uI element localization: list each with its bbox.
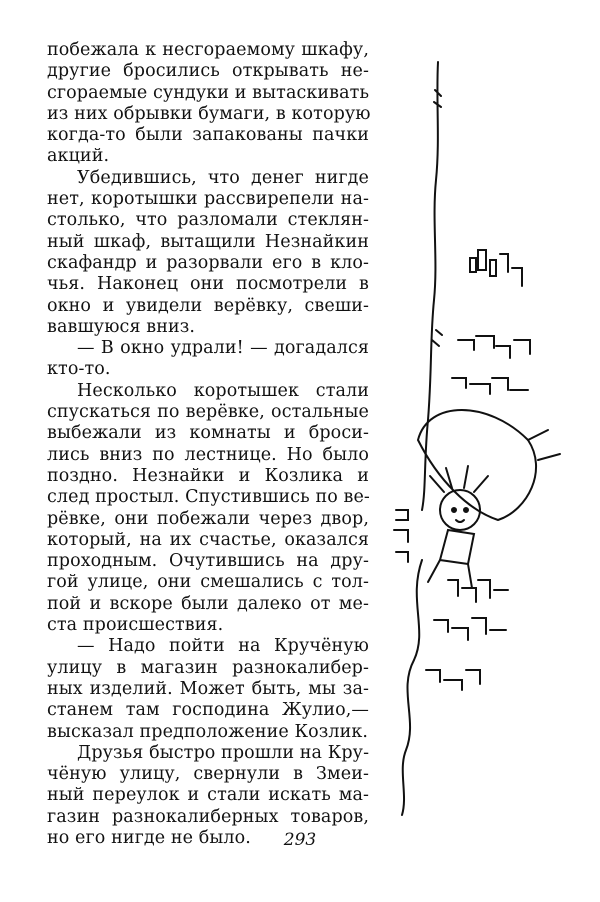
text-line: ный переулок и стали искать ма- [47, 785, 369, 806]
text-line: побежала к несгораемому шкафу, [47, 40, 369, 60]
text-line: Убедившись, что денег нигде [77, 167, 369, 188]
text-line: поздно. Незнайки и Козлика и [47, 465, 369, 486]
paragraph [47, 168, 369, 338]
text-line: когда-то были запакованы пачки [47, 125, 369, 146]
paragraph [47, 381, 369, 637]
text-line: выбежали из комнаты и броси- [47, 423, 369, 444]
text-line: нет, коротышки рассвирепели на- [47, 189, 369, 210]
illustration-rope-climber [378, 40, 578, 820]
text-line: чёную улицу, свернули в Змеи- [47, 764, 369, 785]
text-line: ный шкаф, вытащили Незнайкин [47, 231, 369, 252]
text-line: улицу в магазин разнокалибер- [47, 657, 369, 678]
text-line: сгораемые сундуки и вытаскивать [47, 82, 370, 103]
text-line: станем там господина Жулио,— [47, 700, 369, 721]
text-line: ных изделий. Может быть, мы за- [47, 678, 369, 699]
text-line: след простыл. Спустившись по ве- [47, 487, 370, 508]
paragraph [47, 636, 369, 742]
text-line: гой улице, они смешались с тол- [47, 572, 369, 593]
text-line: из них обрывки бумаги, в которую [47, 103, 371, 124]
text-line: ста происшествия. [47, 615, 224, 636]
text-line: который, на их счастье, оказался [47, 529, 369, 550]
text-line: лись вниз по лестнице. Но было [47, 444, 369, 465]
paragraph [47, 40, 369, 168]
text-line: рёвке, они побежали через двор, [47, 508, 369, 529]
text-line: но его нигде не было. [47, 827, 251, 848]
text-line: — Надо пойти на Кручёную [77, 636, 369, 657]
text-line: газин разнокалиберных товаров, [47, 806, 369, 827]
body-text [47, 40, 369, 849]
text-line: Друзья быстро прошли на Кру- [77, 742, 370, 763]
text-line: окно и увидели верёвку, свеши- [47, 295, 369, 316]
text-line: чья. Наконец они посмотрели в [47, 274, 369, 295]
text-line: скафандр и разорвали его в кло- [47, 252, 369, 273]
text-line: столько, что разломали стеклян- [47, 210, 369, 231]
text-line: Несколько коротышек стали [77, 380, 369, 401]
text-line: высказал предположение Козлик. [47, 721, 369, 742]
paragraph [47, 338, 369, 381]
text-line: другие бросились открывать не- [47, 61, 369, 82]
text-line: спускаться по верёвке, остальные [47, 402, 369, 423]
text-line: — В окно удрали! — догадался [77, 338, 369, 359]
page-number: 293 [283, 830, 317, 850]
text-line: кто-то. [47, 359, 111, 380]
text-line: пой и вскоре были далеко от ме- [47, 593, 369, 614]
text-line: вавшуюся вниз. [47, 316, 196, 337]
text-line: акций. [47, 146, 110, 167]
text-line: проходным. Очутившись на дру- [47, 551, 369, 572]
